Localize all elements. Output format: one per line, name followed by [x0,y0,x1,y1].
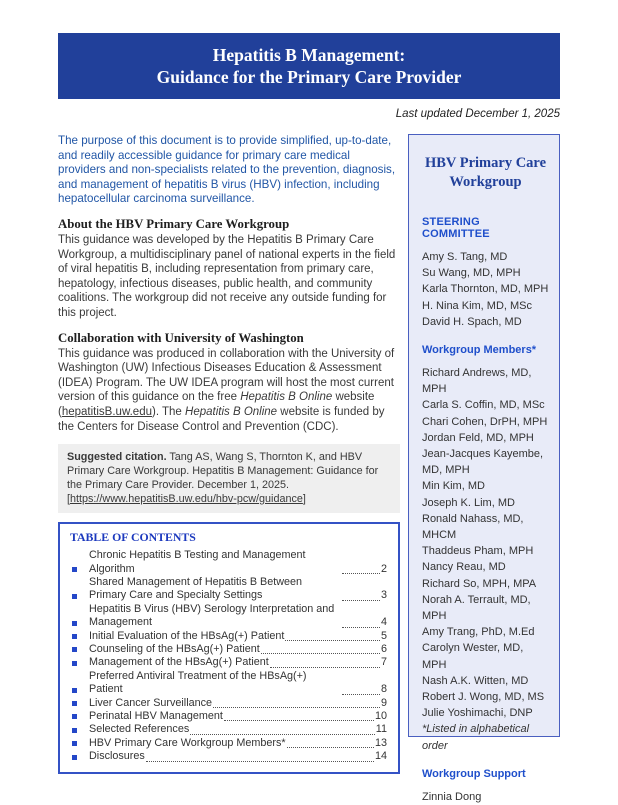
toc-item[interactable] [70,630,387,643]
dotted-leader [285,640,380,641]
toc-item[interactable] [70,549,387,576]
toc-item-label: Selected References [89,723,190,736]
toc-item[interactable] [70,603,387,630]
toc-item[interactable] [70,723,387,736]
dotted-leader [190,734,375,735]
site-name-italic-2: Hepatitis B Online [185,405,278,418]
steering-committee-list [422,249,549,330]
toc-item[interactable] [70,697,387,710]
workgroup-support-list [422,789,549,805]
toc-item-label: HBV Primary Care Workgroup Members* [89,736,286,749]
square-bullet-icon [72,688,77,693]
person-name: Richard Andrews, MD, MPH [422,367,532,396]
person-name: Richard So, MPH, MPA [422,577,537,590]
workgroup-members-heading: Workgroup Members* [422,344,537,357]
dotted-leader [270,667,380,668]
toc-item-label: Hepatitis B Virus (HBV) Serology Interpretation and Management [89,602,335,629]
person-name: Norah A. Terrault, MD, MPH [422,593,531,623]
toc-item-label: Perinatal HBV Management [89,709,223,722]
person-name: Jordan Feld, MD, MPH [422,431,534,444]
toc-item[interactable] [70,737,387,750]
dotted-leader [146,761,374,762]
site-name-italic: Hepatitis B Online [240,391,333,404]
person-name: Nash A.K. Witten, MD [422,674,529,687]
person-name: Ronald Nahass, MD, MHCM [422,512,524,542]
dotted-leader [342,573,380,574]
toc-page-number: 13 [374,736,387,749]
toc-title: TABLE OF CONTENTS [70,530,196,545]
person-name: David H. Spach, MD [422,315,522,328]
citation-label: Suggested citation. [67,451,167,464]
person-name: H. Nina Kim, MD, MSc [422,299,533,312]
toc-item[interactable] [70,670,387,697]
citation-text: Tang AS, Wang S, Thornton K, and HBV Primary Care Workgroup. Hepatitis B Management: Guidance for the Primary Care Provider. December 1, 2025. [ [67,451,379,506]
dotted-leader [342,600,380,601]
person-name: Carla S. Coffin, MD, MSc [422,399,545,412]
steering-committee-heading: STEERING COMMITTEE [422,216,490,240]
toc-item-label: Shared Management of Hepatitis B Between Primary Care and Specialty Settings [89,575,303,602]
sidebar-title-line1: HBV Primary Care [424,155,547,171]
person-name: Zinnia Dong [422,790,482,803]
person-name: Su Wang, MD, MPH [422,267,521,280]
toc-item[interactable] [70,710,387,723]
toc-item-label: Counseling of the HBsAg(+) Patient [89,642,260,655]
workgroup-members-list [422,365,549,721]
square-bullet-icon [72,594,77,599]
collaboration-paragraph [58,347,400,435]
sidebar-title [422,154,549,192]
citation-close-bracket: ] [302,493,306,506]
section-heading-collaboration: Collaboration with University of Washington [58,330,304,345]
square-bullet-icon [72,714,77,719]
person-name: Min Kim, MD [422,480,485,493]
person-name: Joseph K. Lim, MD [422,496,515,509]
dotted-leader [261,653,380,654]
suggested-citation-box [58,444,400,513]
dotted-leader [224,720,374,721]
toc-page-number: 4 [380,616,387,629]
person-name: Karla Thornton, MD, MPH [422,283,549,296]
toc-item-label: Management of the HBsAg(+) Patient [89,656,269,669]
person-name: Nancy Reau, MD [422,561,506,574]
toc-page-number: 3 [380,589,387,602]
table-of-contents-box [58,522,400,774]
alphabetical-order-footnote: *Listed in alphabetical order [422,723,530,752]
page-title-line1: Hepatitis B Management: [212,45,406,65]
toc-page-number: 10 [374,709,387,722]
square-bullet-icon [72,647,77,652]
toc-page-number: 6 [380,642,387,655]
citation-url-link[interactable]: https://www.hepatitisB.uw.edu/hbv-pcw/guidance [70,493,303,506]
toc-page-number: 7 [380,656,387,669]
square-bullet-icon [72,701,77,706]
section-heading-about: About the HBV Primary Care Workgroup [58,216,290,231]
toc-item-label: Chronic Hepatitis B Testing and Management Algorithm [89,549,306,575]
toc-item-label: Preferred Antiviral Treatment of the HBsAg(+) Patient [89,669,307,696]
page-title-line2: Guidance for the Primary Care Provider [156,67,462,87]
square-bullet-icon [72,755,77,760]
toc-page-number: 2 [380,562,387,575]
square-bullet-icon [72,741,77,746]
toc-item[interactable] [70,750,387,763]
person-name: Robert J. Wong, MD, MS [422,691,545,704]
dotted-leader [342,694,380,695]
toc-item[interactable] [70,643,387,656]
person-name: Amy Trang, PhD, M.Ed [422,626,535,639]
dotted-leader [287,747,374,748]
toc-page-number: 14 [374,750,387,763]
collab-text-1: This guidance was produced in collaboration with the University of Washington (UW) Infectious Diseases Education & Assessment (IDEA) Program. The UW IDEA program will host the most current version of this guidance on the free [58,347,395,404]
collab-text-2: website ( [58,391,375,418]
collab-text-3: ). The [152,405,186,418]
workgroup-sidebar [408,134,560,803]
hepatitisb-website-link[interactable]: hepatitisB.uw.edu [61,405,152,418]
intro-paragraph: The purpose of this document is to provide simplified, up-to-date, and readily accessible guidance for primary care medical providers and non-specialists related to the prevention, diagnosis, and management of hepatitis B virus (HBV) infection, including hepatocellular carcinoma surveillance. [58,134,396,206]
person-name: Chari Cohen, DrPH, MPH [422,415,548,428]
toc-page-number: 5 [380,629,387,642]
sidebar-title-line2: Workgroup [449,174,522,190]
toc-item-label: Initial Evaluation of the HBsAg(+) Patient [89,629,285,642]
toc-page-number: 9 [380,696,387,709]
about-paragraph: This guidance was developed by the Hepatitis B Primary Care Workgroup, a multidisciplinary panel of national experts in the field of viral hepatitis B, including representation from primary care, hepatology, infectious diseases, public health, and community coalitions. The workgroup did not receive any outside funding for this project. [58,233,396,319]
title-banner [58,33,560,99]
toc-list [70,549,387,764]
person-name: Jean-Jacques Kayembe, MD, MPH [422,448,544,477]
person-name: Thaddeus Pham, MPH [422,545,534,558]
workgroup-support-heading: Workgroup Support [422,767,526,780]
toc-item[interactable] [70,656,387,669]
main-column [58,134,400,774]
square-bullet-icon [72,634,77,639]
dotted-leader [213,707,380,708]
toc-page-number: 8 [380,683,387,696]
toc-item-label: Liver Cancer Surveillance [89,696,213,709]
toc-item-label: Disclosures [89,750,145,763]
toc-item[interactable] [70,576,387,603]
square-bullet-icon [72,661,77,666]
toc-page-number: 11 [375,723,387,736]
square-bullet-icon [72,567,77,572]
person-name: Amy S. Tang, MD [422,251,508,263]
person-name: Julie Yoshimachi, DNP [422,707,533,720]
collab-text-4: website is funded by the Centers for Disease Control and Prevention (CDC). [58,405,385,433]
person-name: Carolyn Wester, MD, MPH [422,642,524,671]
last-updated: Last updated December 1, 2025 [395,108,560,120]
square-bullet-icon [72,728,77,733]
dotted-leader [342,627,380,628]
square-bullet-icon [72,621,77,626]
